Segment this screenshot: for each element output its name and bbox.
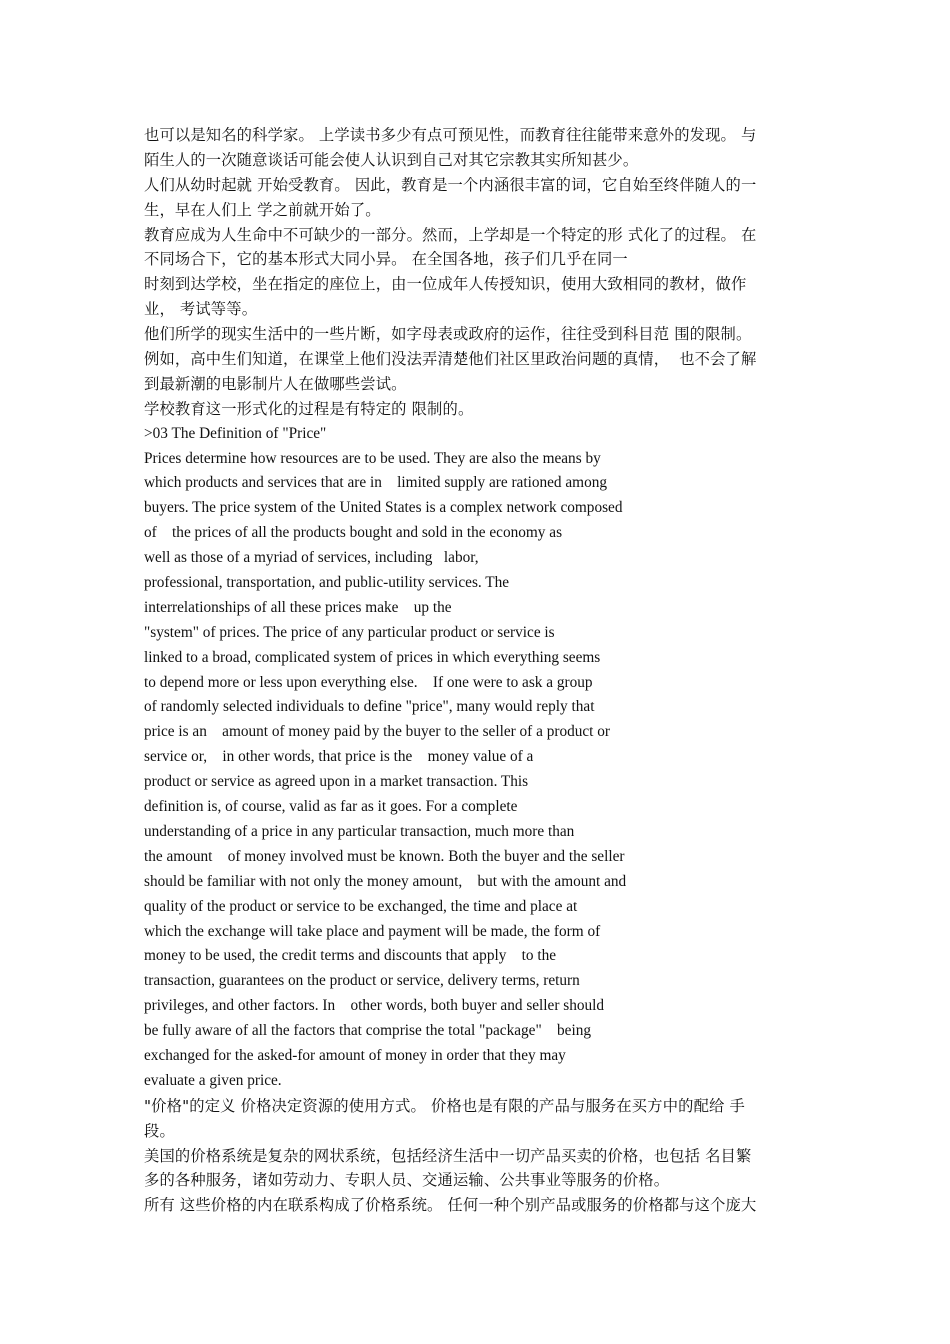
text-line: 多的各种服务，诸如劳动力、专职人员、交通运输、公共事业等服务的价格。 — [144, 1171, 670, 1190]
text-line: service or, in other words, that price is the money value of a — [144, 748, 534, 766]
text-line: 他们所学的现实生活中的一些片断，如字母表或政府的运作，往往受到科目范 围的限制。 — [144, 325, 752, 344]
section-heading: >03 The Definition of "Price" — [144, 424, 327, 442]
text-line: 到最新潮的电影制片人在做哪些尝试。 — [144, 374, 407, 393]
text-line: quality of the product or service to be exchanged, the time and place at — [144, 897, 578, 915]
text-line: the amount of money involved must be known. Both the buyer and the seller — [144, 847, 625, 865]
text-line: buyers. The price system of the United States is a complex network composed — [144, 499, 623, 517]
text-line: transaction, guarantees on the product or service, delivery terms, return — [144, 972, 580, 990]
text-line: 例如，高中生们知道，在课堂上他们没法弄清楚他们社区里政治问题的真情， 也不会了解 — [144, 350, 757, 369]
text-line: which products and services that are in limited supply are rationed among — [144, 474, 608, 492]
text-line: should be familiar with not only the money amount, but with the amount and — [144, 872, 627, 890]
text-line: 时刻到达学校，坐在指定的座位上，由一位成年人传授知识，使用大致相同的教材，做作 — [144, 275, 747, 294]
text-line: 所有 这些价格的内在联系构成了价格系统。 任何一种个别产品或服务的价格都与这个庞大 — [144, 1196, 757, 1215]
text-line: price is an amount of money paid by the buyer to the seller of a product or — [144, 723, 610, 741]
document-body — [144, 123, 808, 1218]
text-line: interrelationships of all these prices make up the — [144, 598, 452, 616]
text-line: "价格"的定义 价格决定资源的使用方式。 价格也是有限的产品与服务在买方中的配给 手 — [144, 1096, 745, 1115]
text-line: evaluate a given price. — [144, 1071, 282, 1089]
text-line: 人们从幼时起就 开始受教育。 因此，教育是一个内涵很丰富的词，它自始至终伴随人的一 — [144, 175, 757, 194]
text-line: 不同场合下，它的基本形式大同小异。 在全国各地，孩子们几乎在同一 — [144, 250, 628, 269]
text-line: 美国的价格系统是复杂的网状系统，包括经济生活中一切产品买卖的价格，也包括 名目繁 — [144, 1146, 752, 1165]
text-line: linked to a broad, complicated system of prices in which everything seems — [144, 648, 601, 666]
text-line: of the prices of all the products bought and sold in the economy as — [144, 524, 563, 542]
text-line: exchanged for the asked-for amount of money in order that they may — [144, 1046, 566, 1064]
text-line: 教育应成为人生命中不可缺少的一部分。然而，上学却是一个特定的形 式化了的过程。 在 — [144, 225, 757, 244]
text-line: professional, transportation, and public-utility services. The — [144, 574, 510, 592]
text-line: 段。 — [144, 1121, 175, 1140]
text-line: which the exchange will take place and payment will be made, the form of — [144, 922, 601, 940]
text-line: "system" of prices. The price of any particular product or service is — [144, 623, 555, 641]
text-line: 生，早在人们上 学之前就开始了。 — [144, 200, 381, 219]
text-line: 陌生人的一次随意谈话可能会使人认识到自己对其它宗教其实所知甚少。 — [144, 150, 639, 169]
text-line: be fully aware of all the factors that comprise the total "package" being — [144, 1022, 592, 1040]
text-line: privileges, and other factors. In other words, both buyer and seller should — [144, 997, 605, 1015]
text-line: product or service as agreed upon in a market transaction. This — [144, 773, 529, 791]
text-line: money to be used, the credit terms and discounts that apply to the — [144, 947, 557, 965]
text-line: 学校教育这一形式化的过程是有特定的 限制的。 — [144, 399, 474, 418]
text-line: of randomly selected individuals to define "price", many would reply that — [144, 698, 595, 716]
text-line: definition is, of course, valid as far as it goes. For a complete — [144, 798, 518, 816]
text-line: to depend more or less upon everything else. If one were to ask a group — [144, 673, 593, 691]
text-line: 也可以是知名的科学家。 上学读书多少有点可预见性，而教育往往能带来意外的发现。 与 — [144, 126, 757, 144]
text-line: understanding of a price in any particular transaction, much more than — [144, 822, 575, 840]
text-line: 业， 考试等等。 — [144, 300, 258, 319]
text-line: Prices determine how resources are to be used. They are also the means by — [144, 449, 601, 467]
text-line: well as those of a myriad of services, including labor, — [144, 549, 479, 567]
